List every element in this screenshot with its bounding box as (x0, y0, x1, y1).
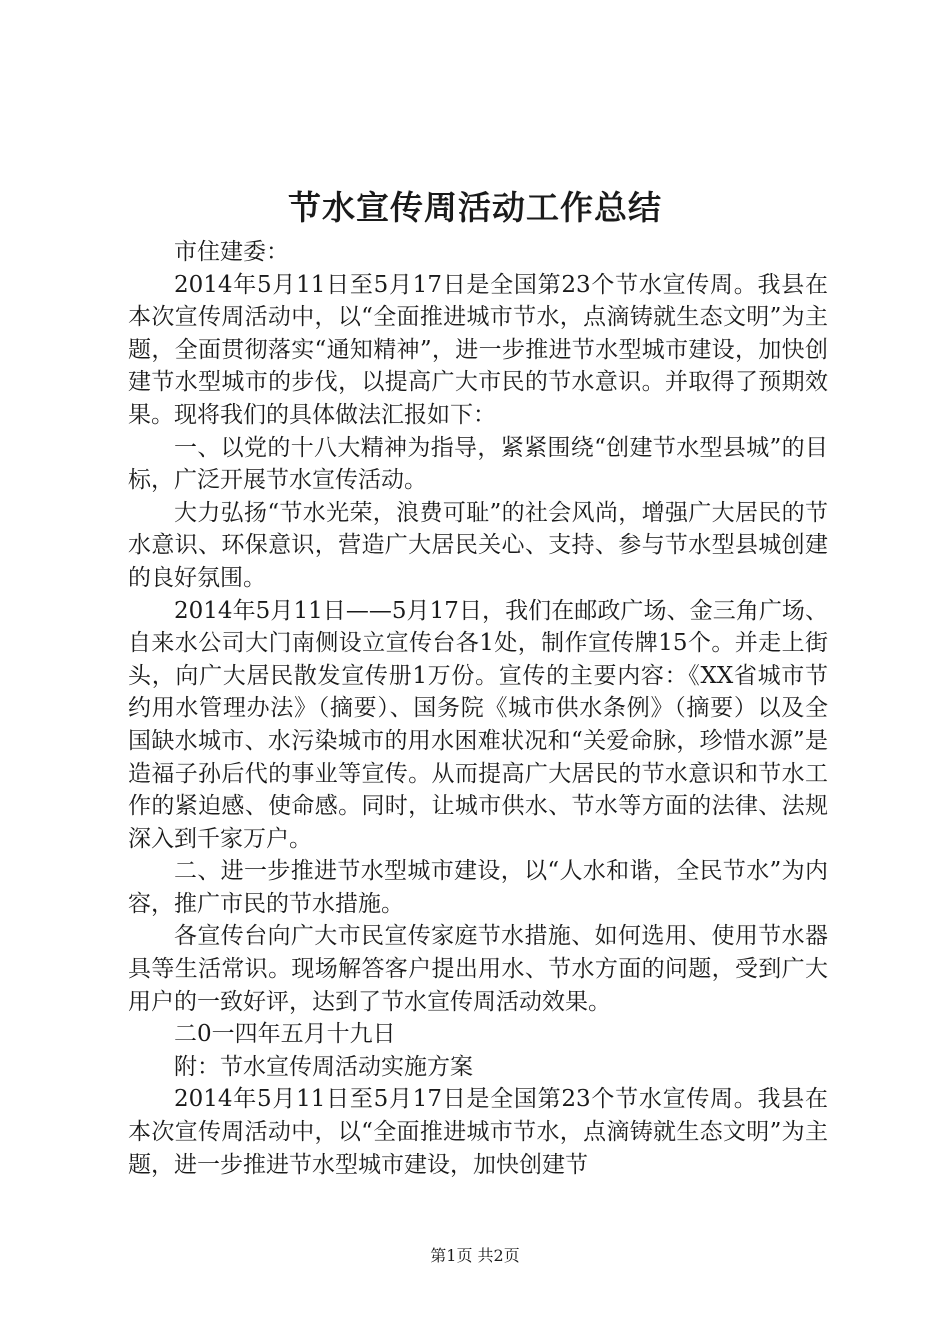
body-paragraph: 大力弘扬“节水光荣，浪费可耻”的社会风尚，增强广大居民的节水意识、环保意识，营造广大居民关心、支持、参与节水型县城创建的良好氛围。 (128, 499, 828, 591)
document-date: 二0一四年五月十九日 (174, 1021, 396, 1048)
document-title: 节水宣传周活动工作总结 (288, 188, 662, 227)
body-paragraph: 各宣传台向广大市民宣传家庭节水措施、如何选用、使用节水器具等生活常识。现场解答客户提出用水、节水方面的问题，受到广大用户的一致好评，达到了节水宣传周活动效果。 (128, 923, 828, 1015)
intro-paragraph: 2014年5月11日至5月17日是全国第23个节水宣传周。我县在本次宣传周活动中，以“全面推进城市节水，点滴铸就生态文明”为主题，全面贯彻落实“通知精神”，进一步推进节水型城市建设，加快创建节水型城市的步伐，以提高广大市民的节水意识。并取得了预期效果。现将我们的具体做法汇报如下： (128, 271, 828, 428)
appendix-heading: 附：节水宣传周活动实施方案 (174, 1053, 473, 1080)
section-two-heading: 二、进一步推进节水型城市建设，以“人水和谐，全民节水”为内容，推广市民的节水措施。 (128, 858, 828, 917)
appendix-paragraph: 2014年5月11日至5月17日是全国第23个节水宣传周。我县在本次宣传周活动中，以“全面推进城市节水，点滴铸就生态文明”为主题，进一步推进节水型城市建设，加快创建节 (128, 1086, 828, 1178)
section-one-heading: 一、以党的十八大精神为指导，紧紧围绕“创建节水型县城”的目标，广泛开展节水宣传活动。 (128, 434, 828, 494)
body-paragraph: 2014年5月11日——5月17日，我们在邮政广场、金三角广场、自来水公司大门南侧设立宣传台各1处，制作宣传牌15个。并走上街头，向广大居民散发宣传册1万份。宣传的主要内容：《XX省城市节约用水管理办法》（摘要）、国务院《城市供水条例》（摘要）以及全国缺水城市、水污染城市的用水困难状况和“关爱命脉，珍惜水源”是造福子孙后代的事业等宣传。从而提高广大居民的节水意识和节水工作的紧迫感、使命感。同时，让城市供水、节水等方面的法律、法规深入到千家万户。 (128, 597, 828, 852)
salutation: 市住建委： (174, 239, 289, 265)
document-body (128, 236, 828, 1181)
page-number-footer: 第1页 共2页 (430, 1246, 520, 1265)
